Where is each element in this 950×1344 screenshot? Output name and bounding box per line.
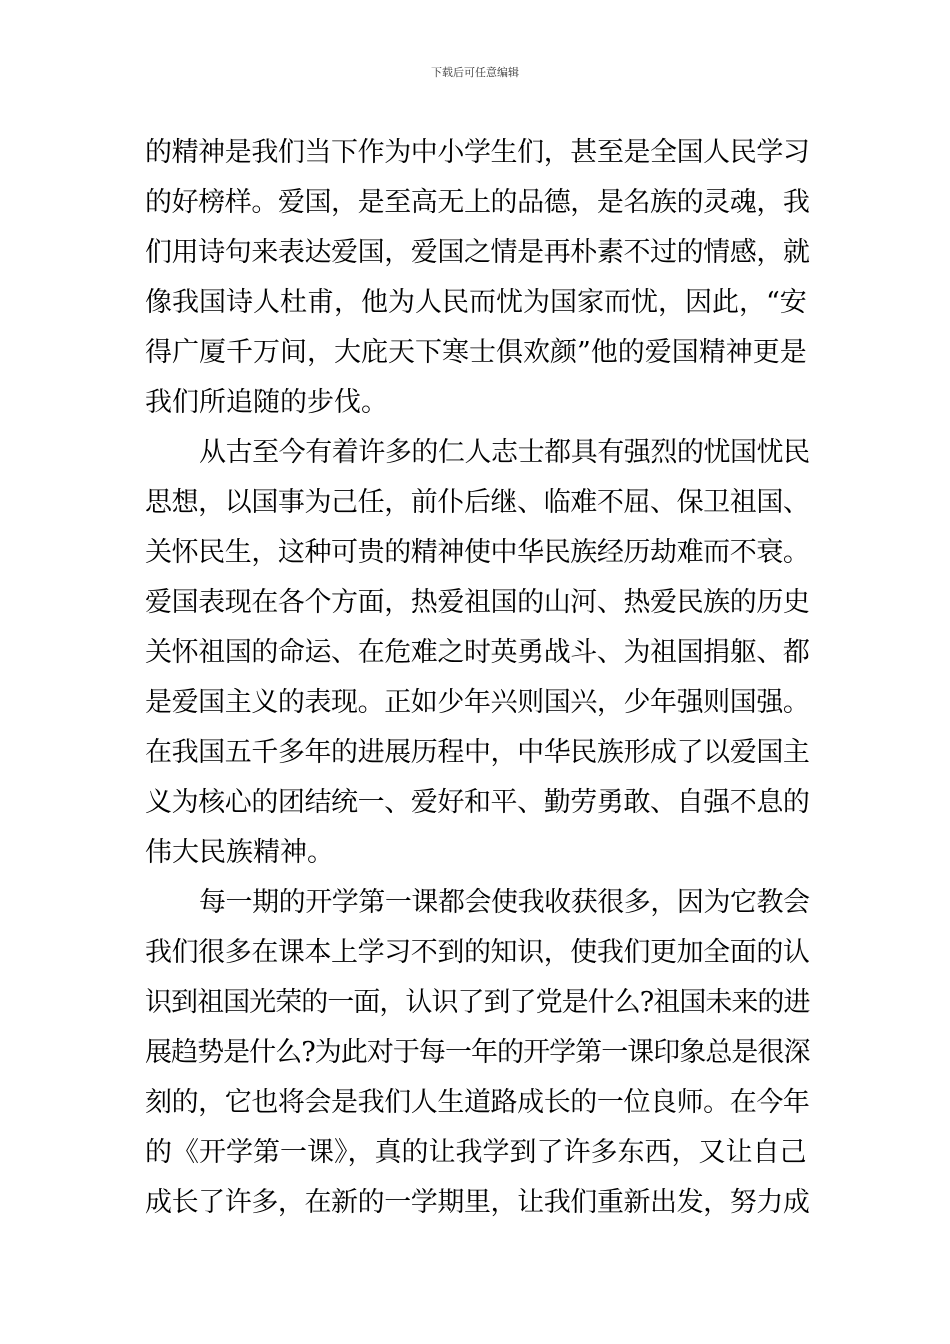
- text-line: 关怀祖国的命运、在危难之时英勇战斗、为祖国捐躯、都: [145, 637, 810, 668]
- text-line: 识到祖国光荣的一面，认识了到了党是什么?祖国未来的进: [145, 987, 810, 1018]
- text-line: 的精神是我们当下作为中小学生们，甚至是全国人民学习: [145, 137, 810, 168]
- text-line: 从古至今有着许多的仁人志士都具有强烈的忧国忧民: [199, 437, 810, 468]
- text-line: 的《开学第一课》，真的让我学到了许多东西，又让自己: [145, 1137, 807, 1168]
- text-line: 思想，以国事为己任，前仆后继、临难不屈、保卫祖国、: [145, 487, 810, 518]
- text-line: 得广厦千万间，大庇天下寒士俱欢颜”他的爱国精神更是: [145, 337, 807, 368]
- text-line: 的好榜样。爱国，是至高无上的品德，是名族的灵魂，我: [145, 187, 810, 218]
- text-line: 爱国表现在各个方面，热爱祖国的山河、热爱民族的历史: [145, 587, 810, 618]
- text-line: 展趋势是什么?为此对于每一年的开学第一课印象总是很深: [145, 1037, 810, 1068]
- text-line: 伟大民族精神。: [145, 837, 334, 868]
- document-body: [145, 128, 810, 1228]
- page-header: 下载后可任意编辑: [431, 66, 519, 79]
- text-line: 关怀民生，这种可贵的精神使中华民族经历劫难而不衰。: [145, 537, 810, 568]
- text-line: 每一期的开学第一课都会使我收获很多，因为它教会: [199, 887, 810, 918]
- text-line: 成长了许多，在新的一学期里，让我们重新出发，努力成: [145, 1187, 810, 1218]
- text-line: 在我国五千多年的进展历程中，中华民族形成了以爱国主: [145, 737, 810, 768]
- text-line: 我们所追随的步伐。: [145, 387, 388, 418]
- text-line: 我们很多在课本上学习不到的知识，使我们更加全面的认: [145, 937, 810, 968]
- text-line: 义为核心的团结统一、爱好和平、勤劳勇敢、自强不息的: [145, 787, 810, 818]
- text-line: 刻的，它也将会是我们人生道路成长的一位良师。在今年: [145, 1087, 810, 1118]
- text-line: 像我国诗人杜甫，他为人民而忧为国家而忧，因此，“安: [145, 287, 807, 318]
- text-line: 是爱国主义的表现。正如少年兴则国兴，少年强则国强。: [145, 687, 810, 718]
- text-line: 们用诗句来表达爱国，爱国之情是再朴素不过的情感，就: [145, 237, 810, 268]
